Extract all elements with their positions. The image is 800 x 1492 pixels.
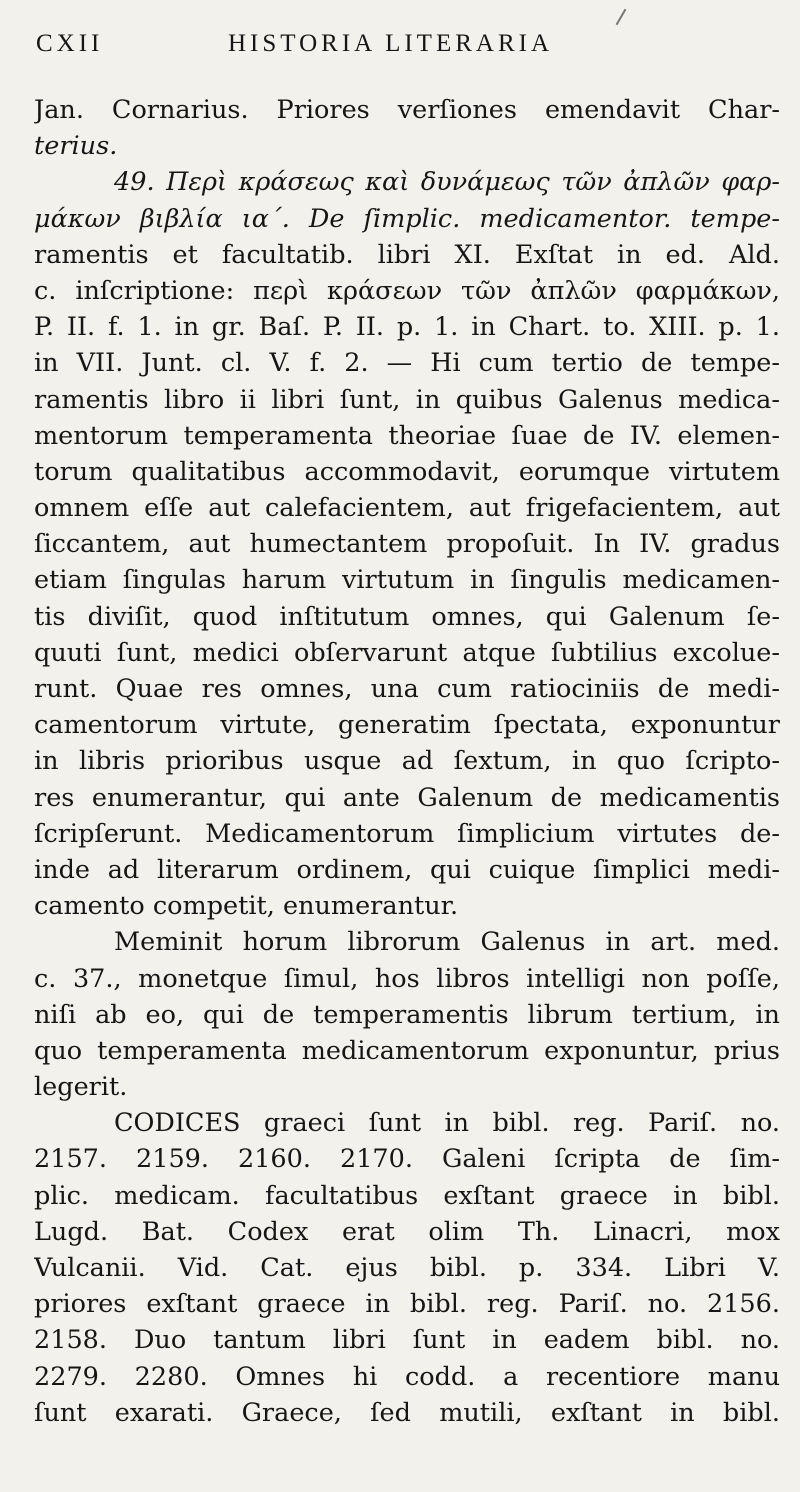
- text-line: ramentis et facultatib. libri XI. Exſtat in ed. Ald.: [34, 239, 780, 270]
- text-line: 49. Περὶ κράσεως καὶ δυνάμεως τῶν ἀπλῶν φαρ-: [114, 167, 780, 198]
- text-line: 2279. 2280. Omnes hi codd. a recentiore manu: [34, 1361, 780, 1392]
- text-line: ramentis libro ii libri ſunt, in quibus Galenus medica-: [34, 384, 780, 415]
- text-line: c. inſcriptione: περὶ κράσεων τῶν ἀπλῶν φαρμάκων,: [34, 275, 780, 306]
- text-line: omnem eſſe aut calefacientem, aut frigefacientem, aut: [34, 493, 780, 524]
- text-line: priores exſtant graece in bibl. reg. Pariſ. no. 2156.: [34, 1289, 780, 1320]
- text-line: quo temperamenta medicamentorum exponuntur, prius: [34, 1035, 780, 1066]
- text-line: Meminit horum librorum Galenus in art. med.: [114, 927, 780, 958]
- text-line: ſcripſerunt. Medicamentorum ſimplicium virtutes de-: [34, 818, 780, 849]
- text-line: niſi ab eo, qui de temperamentis librum tertium, in: [34, 999, 780, 1030]
- text-line: res enumerantur, qui ante Galenum de medicamentis: [34, 782, 780, 813]
- text-line: P. II. f. 1. in gr. Baſ. P. II. p. 1. in Chart. to. XIII. p. 1.: [34, 312, 780, 343]
- text-line: camentorum virtute, generatim ſpectata, exponuntur: [34, 710, 780, 741]
- text-line: quuti ſunt, medici obſervarunt atque ſubtilius excolue-: [34, 637, 780, 668]
- text-line: camento competit, enumerantur.: [34, 891, 459, 922]
- text-line: runt. Quae res omnes, una cum ratiociniis de medi-: [34, 674, 780, 704]
- text-line: ſiccantem, aut humectantem propoſuit. In IV. gradus: [34, 529, 780, 560]
- body-text: [34, 92, 780, 1431]
- text-line: mentorum temperamenta theoriae ſuae de IV. elemen-: [34, 420, 780, 451]
- page-number: CXII: [36, 30, 104, 57]
- text-line: inde ad literarum ordinem, qui cuique ſimplici medi-: [34, 854, 780, 885]
- text-line: Jan. Cornarius. Priores verſiones emendavit Char-: [34, 95, 780, 125]
- text-line: plic. medicam. facultatibus exſtant graece in bibl.: [34, 1180, 780, 1211]
- text-line: in VII. Junt. cl. V. f. 2. — Hi cum tertio de tempe-: [34, 348, 780, 379]
- text-line: tis diviſit, quod inſtitutum omnes, qui Galenum ſe-: [34, 601, 780, 632]
- running-title: HISTORIA LITERARIA: [228, 30, 554, 57]
- text-line: c. 37., monetque ſimul, hos libros intelligi non poſſe,: [34, 963, 780, 994]
- margin-mark: [616, 9, 627, 26]
- text-line: 2157. 2159. 2160. 2170. Galeni ſcripta de ſim-: [34, 1144, 780, 1175]
- text-line: ſunt exarati. Graece, ſed mutili, exſtant in bibl.: [34, 1397, 780, 1428]
- text-line: μάκων βιβλία ια΄. De ſimplic. medicamentor. tempe-: [34, 203, 780, 234]
- text-line: Vulcanii. Vid. Cat. ejus bibl. p. 334. Libri V.: [34, 1253, 780, 1283]
- text-line: in libris prioribus usque ad ſextum, in quo ſcripto-: [34, 746, 780, 777]
- text-line: CODICES graeci ſunt in bibl. reg. Pariſ. no.: [114, 1108, 780, 1139]
- text-line: legerit.: [34, 1072, 128, 1103]
- text-line: etiam ſingulas harum virtutum in ſingulis medicamen-: [34, 565, 780, 596]
- text-line: 2158. Duo tantum libri ſunt in eadem bibl. no.: [34, 1325, 780, 1356]
- text-line: torum qualitatibus accommodavit, eorumque virtutem: [34, 456, 780, 487]
- text-line: terius.: [34, 131, 118, 162]
- running-header: [36, 30, 606, 62]
- text-line: Lugd. Bat. Codex erat olim Th. Linacri, mox: [34, 1216, 780, 1247]
